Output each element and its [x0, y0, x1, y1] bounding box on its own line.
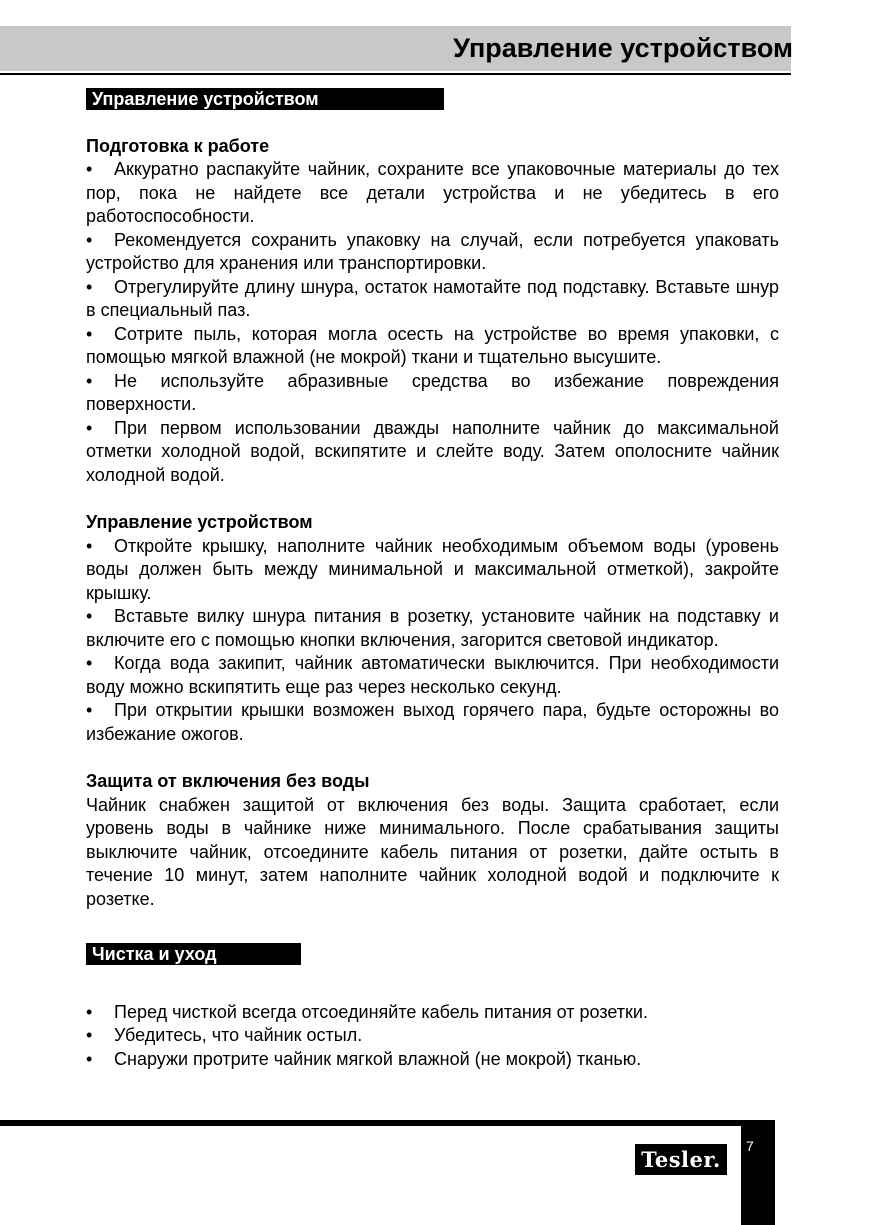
list-item: • Убедитесь, что чайник остыл.	[86, 1024, 779, 1048]
bullet-icon: •	[86, 606, 93, 626]
list-item: • Снаружи протрите чайник мягкой влажной (не мокрой) тканью.	[86, 1048, 779, 1072]
header-divider	[0, 73, 791, 75]
list-item: • Аккуратно распакуйте чайник, сохраните все упаковочные материалы до тех пор, пока не найдете все детали устройства и не убедитесь в его работоспособности.	[86, 159, 779, 226]
bullet-icon: •	[86, 370, 93, 391]
bullet-icon: •	[86, 700, 93, 720]
bullet-icon: •	[86, 1048, 93, 1069]
list-item: • Отрегулируйте длину шнура, остаток намотайте под подставку. Вставьте шнур в специальный паз.	[86, 276, 779, 320]
brand-logo: Tesler.	[635, 1144, 727, 1175]
section-label-control: Управление устройством	[86, 88, 444, 110]
list-item: • Сотрите пыль, которая могла осесть на устройстве во время упаковки, с помощью мягкой влажной (не мокрой) ткани и тщательно высушите.	[86, 323, 779, 367]
bullet-icon: •	[86, 1025, 93, 1045]
page-tab	[741, 1120, 775, 1225]
cleaning-list	[86, 1001, 779, 1072]
bullet-icon: •	[86, 229, 93, 250]
heading-operation: Управление устройством	[86, 512, 313, 532]
list-item: • Рекомендуется сохранить упаковку на случай, если потребуется упаковать устройство для хранения или транспортировки.	[86, 229, 779, 273]
heading-protection: Защита от включения без воды	[86, 771, 370, 791]
bullet-icon: •	[86, 1001, 93, 1022]
list-item: • Не используйте абразивные средства во избежание повреждения поверхности.	[86, 370, 779, 414]
bullet-icon: •	[86, 417, 93, 438]
bullet-icon: •	[86, 159, 93, 179]
section-label-cleaning: Чистка и уход	[86, 943, 301, 965]
bullet-icon: •	[86, 323, 93, 344]
list-item: • Когда вода закипит, чайник автоматически выключится. При необходимости воду можно вскипятить еще раз через несколько секунд.	[86, 653, 779, 697]
protection-text: Чайник снабжен защитой от включения без воды. Защита сработает, если уровень воды в чайнике ниже минимального. После срабатывания защиты выключите чайник, отсоедините кабель питания от розетки, дайте остыть в течение 10 минут, затем наполните чайник холодной водой и подключите к розетке.	[86, 794, 779, 909]
list-item: • При первом использовании дважды наполните чайник до максимальной отметки холодной водой, вскипятите и слейте воду. Затем ополосните чайник холодной водой.	[86, 417, 779, 485]
page-title: Управление устройством	[453, 33, 793, 63]
list-item: • При открытии крышки возможен выход горячего пара, будьте осторожны во избежание ожогов.	[86, 700, 779, 744]
bullet-icon: •	[86, 653, 93, 673]
list-item: • Вставьте вилку шнура питания в розетку, установите чайник на подставку и включите его с помощью кнопки включения, загорится световой индикатор.	[86, 606, 779, 650]
bullet-icon: •	[86, 535, 93, 556]
footer-divider	[0, 1120, 741, 1126]
heading-preparation: Подготовка к работе	[86, 135, 270, 156]
bullet-icon: •	[86, 276, 93, 297]
page-number: 7	[746, 1138, 754, 1154]
page-content	[86, 88, 779, 1071]
list-item: • Перед чисткой всегда отсоединяйте кабель питания от розетки.	[86, 1001, 779, 1025]
list-item: • Откройте крышку, наполните чайник необходимым объемом воды (уровень воды должен быть между минимальной и максимальной отметкой), закройте крышку.	[86, 535, 779, 603]
